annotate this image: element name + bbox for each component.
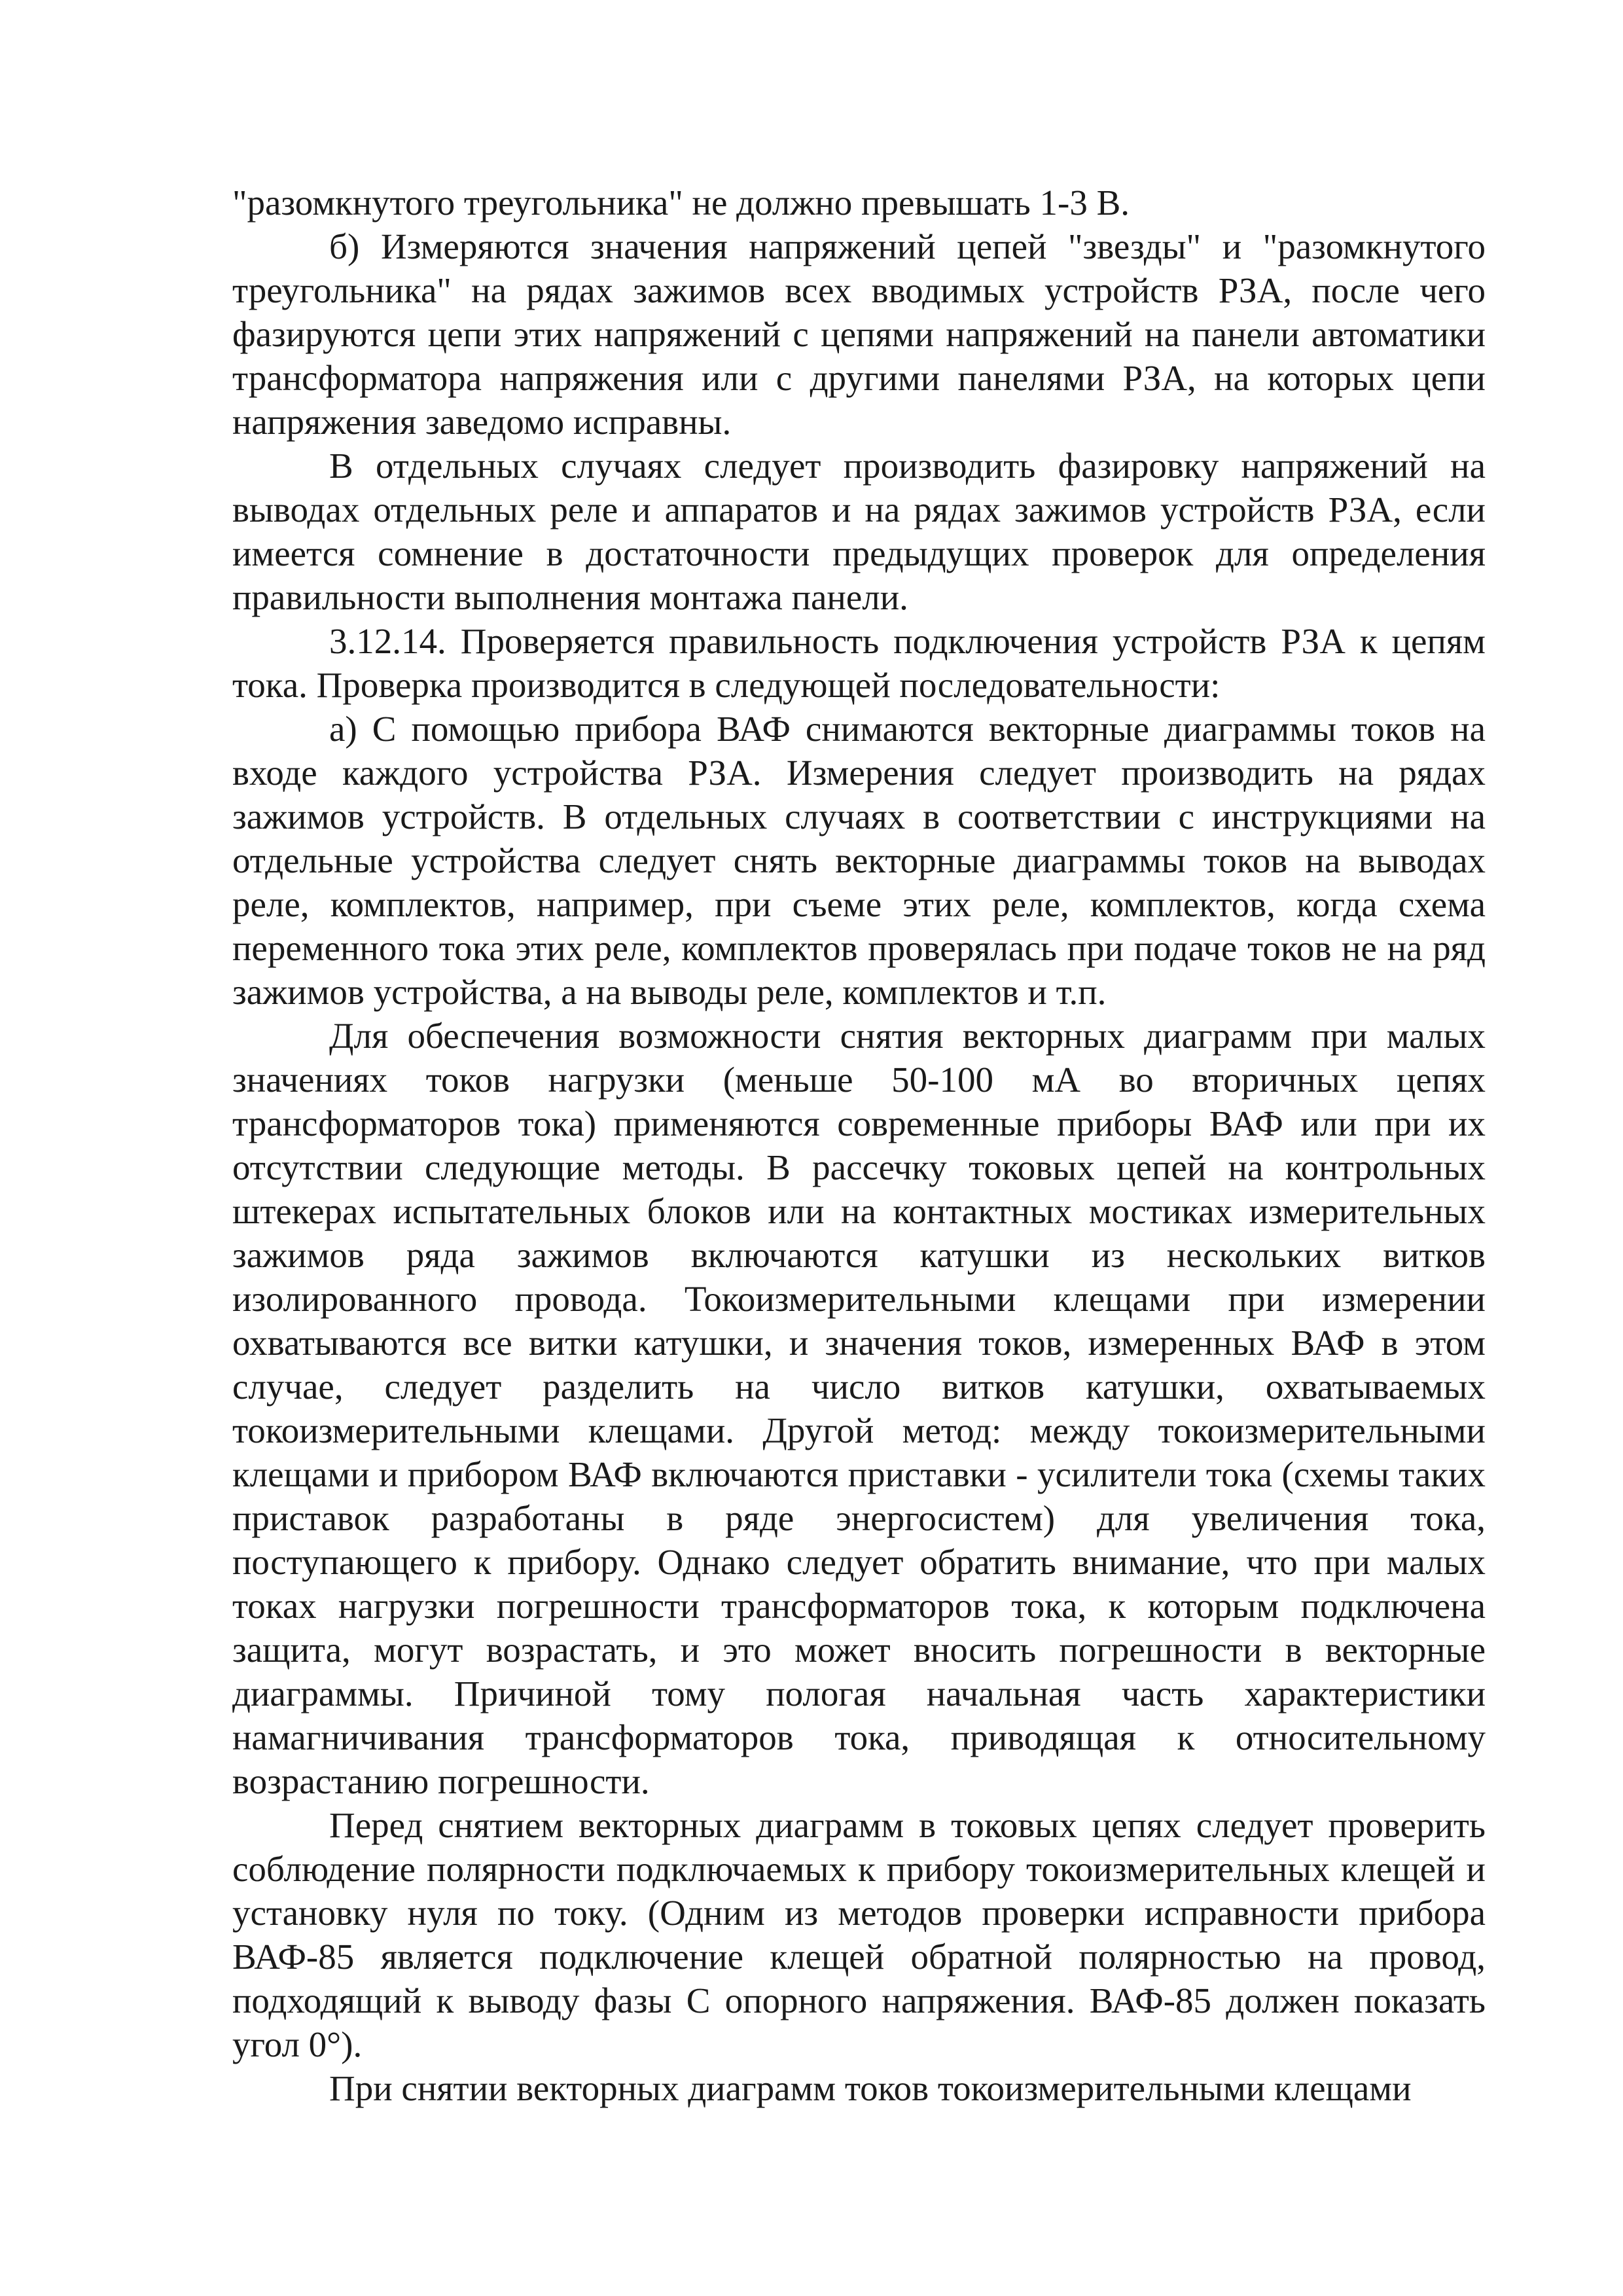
paragraph-polarity-check: Перед снятием векторных диаграмм в токовых цепях следует проверить соблюдение полярности подключаемых к прибору токоизмерительных клещей и установку нуля по току. (Одним из методов проверки исправности прибора ВАФ-85 является подключение клещей обратной полярностью на провод, подходящий к выводу фазы С опорного напряжения. ВАФ-85 должен показать угол 0°). (232, 1805, 1486, 2064)
paragraph-low-current-methods: Для обеспечения возможности снятия векторных диаграмм при малых значениях токов нагрузки (меньше 50-100 мА во вторичных цепях трансформаторов тока) применяются современные приборы ВАФ или при их отсутствии следующие методы. В рассечку токовых цепей на контрольных штекерах испытательных блоков или на контактных мостиках измерительных зажимов ряда зажимов включаются катушки из нескольких витков изолированного провода. Токоизмерительными клещами при измерении охватываются все витки катушки, и значения токов, измеренных ВАФ в этом случае, следует разделить на число витков катушки, охватываемых токоизмерительными клещами. Другой метод: между токоизмерительными клещами и прибором ВАФ включаются приставки - усилители тока (схемы таких приставок разработаны в ряде энергосистем) для увеличения тока, поступающего к прибору. Однако следует обратить внимание, что при малых токах нагрузки погрешности трансформаторов тока, к которым подключена защита, могут возрастать, и это может вносить погрешности в векторные диаграммы. Причиной тому пологая начальная часть характеристики намагничивания трансформаторов тока, приводящая к относительному возрастанию погрешности. (232, 1016, 1486, 1801)
paragraph-clamp-measurement: При снятии векторных диаграмм токов токоизмерительными клещами (329, 2068, 1412, 2108)
paragraph-relay-phasing: В отдельных случаях следует производить фазировку напряжений на выводах отдельных реле и аппаратов и на рядах зажимов устройств РЗА, если имеется сомнение в достаточности предыдущих проверок для определения правильности выполнения монтажа панели. (232, 446, 1486, 617)
paragraph-section-3-12-14: 3.12.14. Проверяется правильность подключения устройств РЗА к цепям тока. Проверка производится в следующей последовательности: (232, 621, 1486, 705)
paragraph-a-vector-diagrams: а) С помощью прибора ВАФ снимаются векторные диаграммы токов на входе каждого устройства РЗА. Измерения следует производить на рядах зажимов устройств. В отдельных случаях в соответствии с инструкциями на отдельные устройства следует снять векторные диаграммы токов на выводах реле, комплектов, например, при съеме этих реле, комплектов, когда схема переменного тока этих реле, комплектов проверялась при подаче токов не на ряд зажимов устройства, а на выводы реле, комплектов и т.п. (232, 709, 1486, 1012)
paragraph-continuation: "разомкнутого треугольника" не должно превышать 1-3 В. (232, 183, 1130, 223)
paragraph-b-voltage-phasing: б) Измеряются значения напряжений цепей "звезды" и "разомкнутого треугольника" на рядах зажимов всех вводимых устройств РЗА, после чего фазируются цепи этих напряжений с цепями напряжений на панели автоматики трансформатора напряжения или с другими панелями РЗА, на которых цепи напряжения заведомо исправны. (232, 226, 1486, 442)
document-page (232, 181, 1486, 2110)
